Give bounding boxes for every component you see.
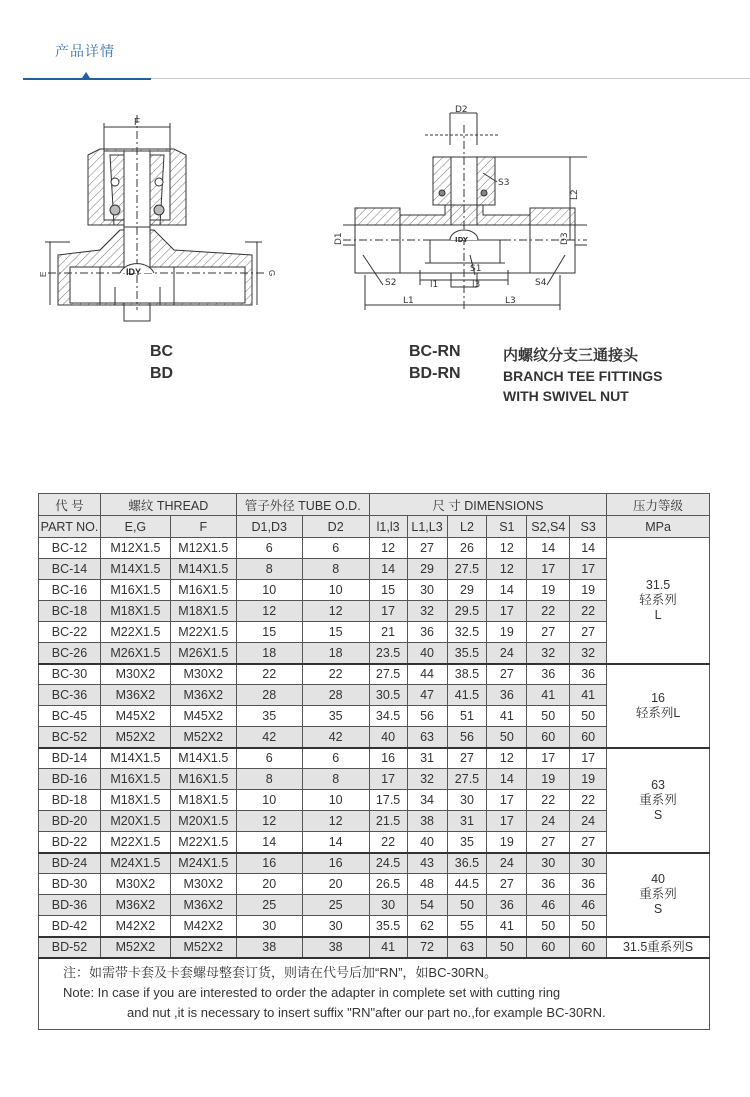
cell-s24: 36 bbox=[527, 664, 570, 685]
cell-s3: 50 bbox=[570, 706, 607, 727]
cell-l13: 17 bbox=[369, 601, 407, 622]
cell-s1: 36 bbox=[487, 685, 527, 706]
drawing-bc-rn-bd-rn bbox=[325, 105, 590, 315]
product-title-cn: 内螺纹分支三通接头 bbox=[503, 346, 639, 364]
cell-s3: 17 bbox=[570, 559, 607, 580]
cell-l13: 23.5 bbox=[369, 643, 407, 664]
header-s3: S3 bbox=[570, 516, 607, 538]
cell-eg: M42X2 bbox=[100, 916, 170, 937]
cell-s3: 19 bbox=[570, 580, 607, 601]
pressure-rating-cell bbox=[607, 748, 710, 853]
cell-l13: 44 bbox=[407, 664, 447, 685]
cell-s24: 27 bbox=[527, 832, 570, 853]
cell-l13: 32 bbox=[407, 601, 447, 622]
cell-s24: 19 bbox=[527, 769, 570, 790]
cell-l13: 72 bbox=[407, 937, 447, 958]
header-part-no-cn: 代 号 bbox=[39, 494, 101, 516]
header-part-no: PART NO. bbox=[39, 516, 101, 538]
cell-l2: 35 bbox=[447, 832, 487, 853]
cell-part: BC-36 bbox=[39, 685, 101, 706]
cell-part: BC-12 bbox=[39, 538, 101, 559]
cell-s3: 36 bbox=[570, 874, 607, 895]
pressure-rating-cell bbox=[607, 664, 710, 748]
cell-s24: 32 bbox=[527, 643, 570, 664]
product-title-en-1: BRANCH TEE FITTINGS bbox=[503, 368, 663, 384]
triangle-marker-icon bbox=[82, 72, 90, 78]
cell-l13: 56 bbox=[407, 706, 447, 727]
pressure-value: 31.5 bbox=[645, 577, 671, 592]
cell-l2: 30 bbox=[447, 790, 487, 811]
cell-s1: 41 bbox=[487, 706, 527, 727]
cell-eg: M52X2 bbox=[100, 937, 170, 958]
cell-l13: 32 bbox=[407, 769, 447, 790]
cell-l2: 51 bbox=[447, 706, 487, 727]
cell-s3: 50 bbox=[570, 916, 607, 937]
dim-label-d1: D1 bbox=[334, 232, 344, 245]
cell-eg: M16X1.5 bbox=[100, 580, 170, 601]
cell-f: M42X2 bbox=[170, 916, 236, 937]
cell-d2: 20 bbox=[302, 874, 369, 895]
cell-l13: 16 bbox=[369, 748, 407, 769]
header-s2s4: S2,S4 bbox=[527, 516, 570, 538]
pressure-rating-cell bbox=[607, 853, 710, 937]
cell-d1d3: 25 bbox=[236, 895, 302, 916]
cell-d2: 38 bbox=[302, 937, 369, 958]
cell-l13: 34.5 bbox=[369, 706, 407, 727]
cell-d2: 8 bbox=[302, 769, 369, 790]
cell-s24: 22 bbox=[527, 790, 570, 811]
header-s1: S1 bbox=[487, 516, 527, 538]
dim-label-s1: S1 bbox=[470, 264, 482, 274]
cell-l13: 27 bbox=[407, 538, 447, 559]
cell-l2: 27 bbox=[447, 748, 487, 769]
cell-f: M30X2 bbox=[170, 664, 236, 685]
dim-label-s3: S3 bbox=[498, 178, 510, 188]
cell-l13: 14 bbox=[369, 559, 407, 580]
cell-l2: 50 bbox=[447, 895, 487, 916]
cell-f: M12X1.5 bbox=[170, 538, 236, 559]
cell-l13: 54 bbox=[407, 895, 447, 916]
cell-l13: 40 bbox=[369, 727, 407, 748]
table-row bbox=[39, 937, 710, 958]
cell-l13: 22 bbox=[369, 832, 407, 853]
cell-l13: 41 bbox=[369, 937, 407, 958]
pressure-series: 轻系列L bbox=[635, 705, 681, 720]
cell-eg: M18X1.5 bbox=[100, 601, 170, 622]
cell-s3: 46 bbox=[570, 895, 607, 916]
cell-eg: M14X1.5 bbox=[100, 559, 170, 580]
cell-d2: 10 bbox=[302, 790, 369, 811]
pressure-code: S bbox=[653, 902, 663, 916]
spec-table bbox=[38, 493, 710, 1030]
pressure-value: 63 bbox=[651, 777, 665, 792]
cell-f: M22X1.5 bbox=[170, 622, 236, 643]
cell-l13: 47 bbox=[407, 685, 447, 706]
cell-l13: 48 bbox=[407, 874, 447, 895]
cell-s24: 19 bbox=[527, 580, 570, 601]
cell-part: BD-30 bbox=[39, 874, 101, 895]
cell-part: BD-20 bbox=[39, 811, 101, 832]
cell-l2: 27.5 bbox=[447, 559, 487, 580]
cell-s24: 41 bbox=[527, 685, 570, 706]
cell-l13: 34 bbox=[407, 790, 447, 811]
note-cn: 注：如需带卡套及卡套螺母整套订货，则请在代号后加“RN”，如BC-30RN。 bbox=[63, 964, 498, 980]
cell-eg: M16X1.5 bbox=[100, 769, 170, 790]
note-en-1: Note: In case if you are interested to order the adapter in complete set with cutting ring bbox=[63, 984, 561, 1000]
cell-d1d3: 10 bbox=[236, 790, 302, 811]
cell-s3: 27 bbox=[570, 622, 607, 643]
cell-s3: 27 bbox=[570, 832, 607, 853]
cell-eg: M22X1.5 bbox=[100, 832, 170, 853]
cell-part: BD-22 bbox=[39, 832, 101, 853]
cell-d1d3: 15 bbox=[236, 622, 302, 643]
pressure-code: S bbox=[653, 807, 663, 822]
dim-label-l1-small: l1 bbox=[430, 280, 439, 290]
dim-label-e: E bbox=[39, 271, 48, 277]
cell-s1: 12 bbox=[487, 538, 527, 559]
cell-s1: 14 bbox=[487, 769, 527, 790]
cell-l2: 56 bbox=[447, 727, 487, 748]
cell-l13: 30.5 bbox=[369, 685, 407, 706]
cell-d2: 12 bbox=[302, 811, 369, 832]
header-l2: L2 bbox=[447, 516, 487, 538]
cell-l13: 17 bbox=[369, 769, 407, 790]
header-f: F bbox=[170, 516, 236, 538]
cell-s1: 17 bbox=[487, 811, 527, 832]
cell-d1d3: 22 bbox=[236, 664, 302, 685]
cell-l13: 31 bbox=[407, 748, 447, 769]
cell-part: BD-16 bbox=[39, 769, 101, 790]
cell-eg: M36X2 bbox=[100, 895, 170, 916]
cell-d2: 6 bbox=[302, 538, 369, 559]
header-mpa: MPa bbox=[607, 516, 710, 538]
cell-l2: 27.5 bbox=[447, 769, 487, 790]
logo-idy: IDY bbox=[126, 267, 142, 277]
cell-part: BD-18 bbox=[39, 790, 101, 811]
table-row bbox=[39, 853, 710, 874]
product-title-en-2: WITH SWIVEL NUT bbox=[503, 388, 629, 404]
cell-s1: 14 bbox=[487, 580, 527, 601]
dim-label-f: F bbox=[134, 117, 141, 128]
header-dimensions: 尺 寸 DIMENSIONS bbox=[369, 494, 606, 516]
cell-l13: 27.5 bbox=[369, 664, 407, 685]
cell-l2: 32.5 bbox=[447, 622, 487, 643]
cell-part: BC-52 bbox=[39, 727, 101, 748]
cell-f: M14X1.5 bbox=[170, 748, 236, 769]
cell-s24: 24 bbox=[527, 811, 570, 832]
cell-part: BD-14 bbox=[39, 748, 101, 769]
cell-part: BD-24 bbox=[39, 853, 101, 874]
cell-d2: 15 bbox=[302, 622, 369, 643]
product-code: BC-RN bbox=[409, 343, 461, 360]
cell-l13: 12 bbox=[369, 538, 407, 559]
cell-f: M45X2 bbox=[170, 706, 236, 727]
cell-s24: 14 bbox=[527, 538, 570, 559]
cell-d1d3: 38 bbox=[236, 937, 302, 958]
section-divider-accent bbox=[23, 78, 151, 80]
cell-s1: 24 bbox=[487, 853, 527, 874]
cell-d1d3: 30 bbox=[236, 916, 302, 937]
logo-idy: IDY bbox=[455, 236, 468, 244]
cell-f: M16X1.5 bbox=[170, 769, 236, 790]
cell-d2: 28 bbox=[302, 685, 369, 706]
cell-eg: M24X1.5 bbox=[100, 853, 170, 874]
cell-f: M30X2 bbox=[170, 874, 236, 895]
cell-s3: 24 bbox=[570, 811, 607, 832]
cell-d2: 25 bbox=[302, 895, 369, 916]
cell-l13: 24.5 bbox=[369, 853, 407, 874]
cell-part: BC-14 bbox=[39, 559, 101, 580]
cell-l13: 40 bbox=[407, 832, 447, 853]
pressure-value: 16 bbox=[651, 690, 665, 705]
cell-d2: 12 bbox=[302, 601, 369, 622]
cell-s24: 22 bbox=[527, 601, 570, 622]
cell-d1d3: 18 bbox=[236, 643, 302, 664]
cell-d1d3: 10 bbox=[236, 580, 302, 601]
dim-label-l3-small: l3 bbox=[472, 280, 481, 290]
cell-eg: M26X1.5 bbox=[100, 643, 170, 664]
pressure-value: 31.5重系列S bbox=[622, 939, 694, 954]
cell-d2: 42 bbox=[302, 727, 369, 748]
cell-part: BD-42 bbox=[39, 916, 101, 937]
header-l1l3-small: l1,l3 bbox=[369, 516, 407, 538]
cell-s3: 22 bbox=[570, 601, 607, 622]
cell-s3: 41 bbox=[570, 685, 607, 706]
cell-d1d3: 6 bbox=[236, 538, 302, 559]
cell-d2: 16 bbox=[302, 853, 369, 874]
table-row bbox=[39, 664, 710, 685]
cell-eg: M12X1.5 bbox=[100, 538, 170, 559]
cell-f: M36X2 bbox=[170, 895, 236, 916]
cell-l2: 44.5 bbox=[447, 874, 487, 895]
cell-eg: M22X1.5 bbox=[100, 622, 170, 643]
cell-d2: 22 bbox=[302, 664, 369, 685]
cell-l13: 15 bbox=[369, 580, 407, 601]
product-codes-base bbox=[150, 341, 173, 385]
cell-l13: 40 bbox=[407, 643, 447, 664]
cell-s1: 50 bbox=[487, 727, 527, 748]
cell-f: M52X2 bbox=[170, 937, 236, 958]
cell-f: M26X1.5 bbox=[170, 643, 236, 664]
header-d1d3: D1,D3 bbox=[236, 516, 302, 538]
cell-l13: 35.5 bbox=[369, 916, 407, 937]
pressure-rating-cell bbox=[607, 937, 710, 958]
cell-f: M18X1.5 bbox=[170, 601, 236, 622]
product-title bbox=[503, 344, 662, 406]
dim-label-l2: L2 bbox=[570, 189, 580, 200]
cell-s3: 14 bbox=[570, 538, 607, 559]
cell-eg: M20X1.5 bbox=[100, 811, 170, 832]
header-pressure: 压力等级 bbox=[607, 494, 710, 516]
cell-s1: 17 bbox=[487, 790, 527, 811]
header-eg: E,G bbox=[100, 516, 170, 538]
cell-s24: 30 bbox=[527, 853, 570, 874]
cell-eg: M14X1.5 bbox=[100, 748, 170, 769]
cell-l2: 35.5 bbox=[447, 643, 487, 664]
cell-s24: 50 bbox=[527, 916, 570, 937]
cell-d1d3: 35 bbox=[236, 706, 302, 727]
note-en-2: and nut ,it is necessary to insert suffix "RN"after our part no.,for example BC-30RN. bbox=[127, 1004, 606, 1020]
cell-f: M14X1.5 bbox=[170, 559, 236, 580]
cell-l13: 43 bbox=[407, 853, 447, 874]
cell-d2: 10 bbox=[302, 580, 369, 601]
table-row bbox=[39, 538, 710, 559]
cell-d1d3: 12 bbox=[236, 601, 302, 622]
spec-table-body bbox=[39, 538, 710, 958]
cell-d2: 8 bbox=[302, 559, 369, 580]
cell-l2: 36.5 bbox=[447, 853, 487, 874]
cell-l13: 21.5 bbox=[369, 811, 407, 832]
cell-eg: M30X2 bbox=[100, 664, 170, 685]
cell-part: BC-22 bbox=[39, 622, 101, 643]
dim-label-s2: S2 bbox=[385, 278, 397, 288]
cell-l2: 41.5 bbox=[447, 685, 487, 706]
cell-l2: 63 bbox=[447, 937, 487, 958]
cell-d1d3: 12 bbox=[236, 811, 302, 832]
cell-s3: 60 bbox=[570, 937, 607, 958]
table-row bbox=[39, 748, 710, 769]
cell-part: BC-16 bbox=[39, 580, 101, 601]
pressure-series: 轻系列 bbox=[639, 592, 677, 607]
cell-d1d3: 8 bbox=[236, 769, 302, 790]
cell-s1: 50 bbox=[487, 937, 527, 958]
cell-s24: 46 bbox=[527, 895, 570, 916]
cell-l13: 36 bbox=[407, 622, 447, 643]
cell-d1d3: 16 bbox=[236, 853, 302, 874]
cell-part: BD-36 bbox=[39, 895, 101, 916]
cell-s1: 27 bbox=[487, 664, 527, 685]
cell-l2: 38.5 bbox=[447, 664, 487, 685]
dim-label-d2: D2 bbox=[455, 105, 468, 115]
cell-d2: 6 bbox=[302, 748, 369, 769]
cell-l13: 63 bbox=[407, 727, 447, 748]
dim-label-g: G bbox=[267, 270, 276, 277]
cell-l13: 30 bbox=[369, 895, 407, 916]
cell-l13: 29 bbox=[407, 559, 447, 580]
pressure-value: 40 bbox=[651, 872, 665, 886]
cell-s3: 32 bbox=[570, 643, 607, 664]
cell-s24: 17 bbox=[527, 559, 570, 580]
cell-f: M18X1.5 bbox=[170, 790, 236, 811]
cell-f: M24X1.5 bbox=[170, 853, 236, 874]
cell-f: M20X1.5 bbox=[170, 811, 236, 832]
cell-l13: 62 bbox=[407, 916, 447, 937]
cell-part: BD-52 bbox=[39, 937, 101, 958]
section-header bbox=[0, 0, 750, 90]
pressure-code: L bbox=[654, 607, 662, 622]
dim-label-l1: L1 bbox=[403, 296, 414, 306]
cell-s1: 19 bbox=[487, 832, 527, 853]
cell-s24: 60 bbox=[527, 937, 570, 958]
cell-s1: 12 bbox=[487, 748, 527, 769]
cell-d1d3: 42 bbox=[236, 727, 302, 748]
cell-d2: 14 bbox=[302, 832, 369, 853]
product-codes-rn bbox=[409, 341, 461, 385]
cell-l2: 29 bbox=[447, 580, 487, 601]
cell-l2: 55 bbox=[447, 916, 487, 937]
cell-s1: 19 bbox=[487, 622, 527, 643]
cell-l2: 26 bbox=[447, 538, 487, 559]
cell-d2: 18 bbox=[302, 643, 369, 664]
cell-eg: M18X1.5 bbox=[100, 790, 170, 811]
section-title: 产品详情 bbox=[55, 44, 115, 60]
cell-d1d3: 20 bbox=[236, 874, 302, 895]
cell-d1d3: 28 bbox=[236, 685, 302, 706]
header-tube-od: 管子外径 TUBE O.D. bbox=[236, 494, 369, 516]
product-code: BD-RN bbox=[409, 365, 461, 382]
dim-label-d3: D3 bbox=[560, 232, 570, 245]
cell-f: M36X2 bbox=[170, 685, 236, 706]
cell-s1: 36 bbox=[487, 895, 527, 916]
cell-s24: 50 bbox=[527, 706, 570, 727]
header-d2: D2 bbox=[302, 516, 369, 538]
dim-label-s4: S4 bbox=[535, 278, 547, 288]
cell-d1d3: 6 bbox=[236, 748, 302, 769]
cell-s1: 27 bbox=[487, 874, 527, 895]
cell-s3: 36 bbox=[570, 664, 607, 685]
cell-s3: 60 bbox=[570, 727, 607, 748]
cell-s3: 30 bbox=[570, 853, 607, 874]
header-l1l3: L1,L3 bbox=[407, 516, 447, 538]
cell-s3: 17 bbox=[570, 748, 607, 769]
cell-l13: 21 bbox=[369, 622, 407, 643]
cell-l2: 29.5 bbox=[447, 601, 487, 622]
cell-s1: 41 bbox=[487, 916, 527, 937]
drawing-bc-bd bbox=[40, 115, 290, 310]
table-note bbox=[39, 958, 710, 1030]
cell-s3: 22 bbox=[570, 790, 607, 811]
cell-s1: 17 bbox=[487, 601, 527, 622]
cell-d1d3: 14 bbox=[236, 832, 302, 853]
cell-s24: 60 bbox=[527, 727, 570, 748]
cell-d1d3: 8 bbox=[236, 559, 302, 580]
cell-l13: 17.5 bbox=[369, 790, 407, 811]
cell-d2: 30 bbox=[302, 916, 369, 937]
cell-f: M16X1.5 bbox=[170, 580, 236, 601]
cell-d2: 35 bbox=[302, 706, 369, 727]
cell-part: BC-18 bbox=[39, 601, 101, 622]
header-thread: 螺纹 THREAD bbox=[100, 494, 236, 516]
cell-eg: M52X2 bbox=[100, 727, 170, 748]
cell-s24: 36 bbox=[527, 874, 570, 895]
dim-label-l3: L3 bbox=[505, 296, 516, 306]
cell-l13: 26.5 bbox=[369, 874, 407, 895]
section-divider bbox=[150, 78, 750, 79]
cell-part: BC-26 bbox=[39, 643, 101, 664]
product-code: BD bbox=[150, 365, 174, 382]
pressure-series: 重系列 bbox=[639, 887, 677, 901]
product-code: BC bbox=[150, 343, 174, 360]
cell-s24: 17 bbox=[527, 748, 570, 769]
pressure-series: 重系列 bbox=[639, 792, 677, 807]
cell-s1: 12 bbox=[487, 559, 527, 580]
cell-f: M52X2 bbox=[170, 727, 236, 748]
cell-eg: M36X2 bbox=[100, 685, 170, 706]
pressure-rating-cell bbox=[607, 538, 710, 664]
cell-part: BC-45 bbox=[39, 706, 101, 727]
cell-l13: 30 bbox=[407, 580, 447, 601]
cell-s3: 19 bbox=[570, 769, 607, 790]
cell-part: BC-30 bbox=[39, 664, 101, 685]
cell-f: M22X1.5 bbox=[170, 832, 236, 853]
cell-l13: 38 bbox=[407, 811, 447, 832]
cell-s24: 27 bbox=[527, 622, 570, 643]
cell-l2: 31 bbox=[447, 811, 487, 832]
cell-eg: M30X2 bbox=[100, 874, 170, 895]
cell-eg: M45X2 bbox=[100, 706, 170, 727]
cell-s1: 24 bbox=[487, 643, 527, 664]
